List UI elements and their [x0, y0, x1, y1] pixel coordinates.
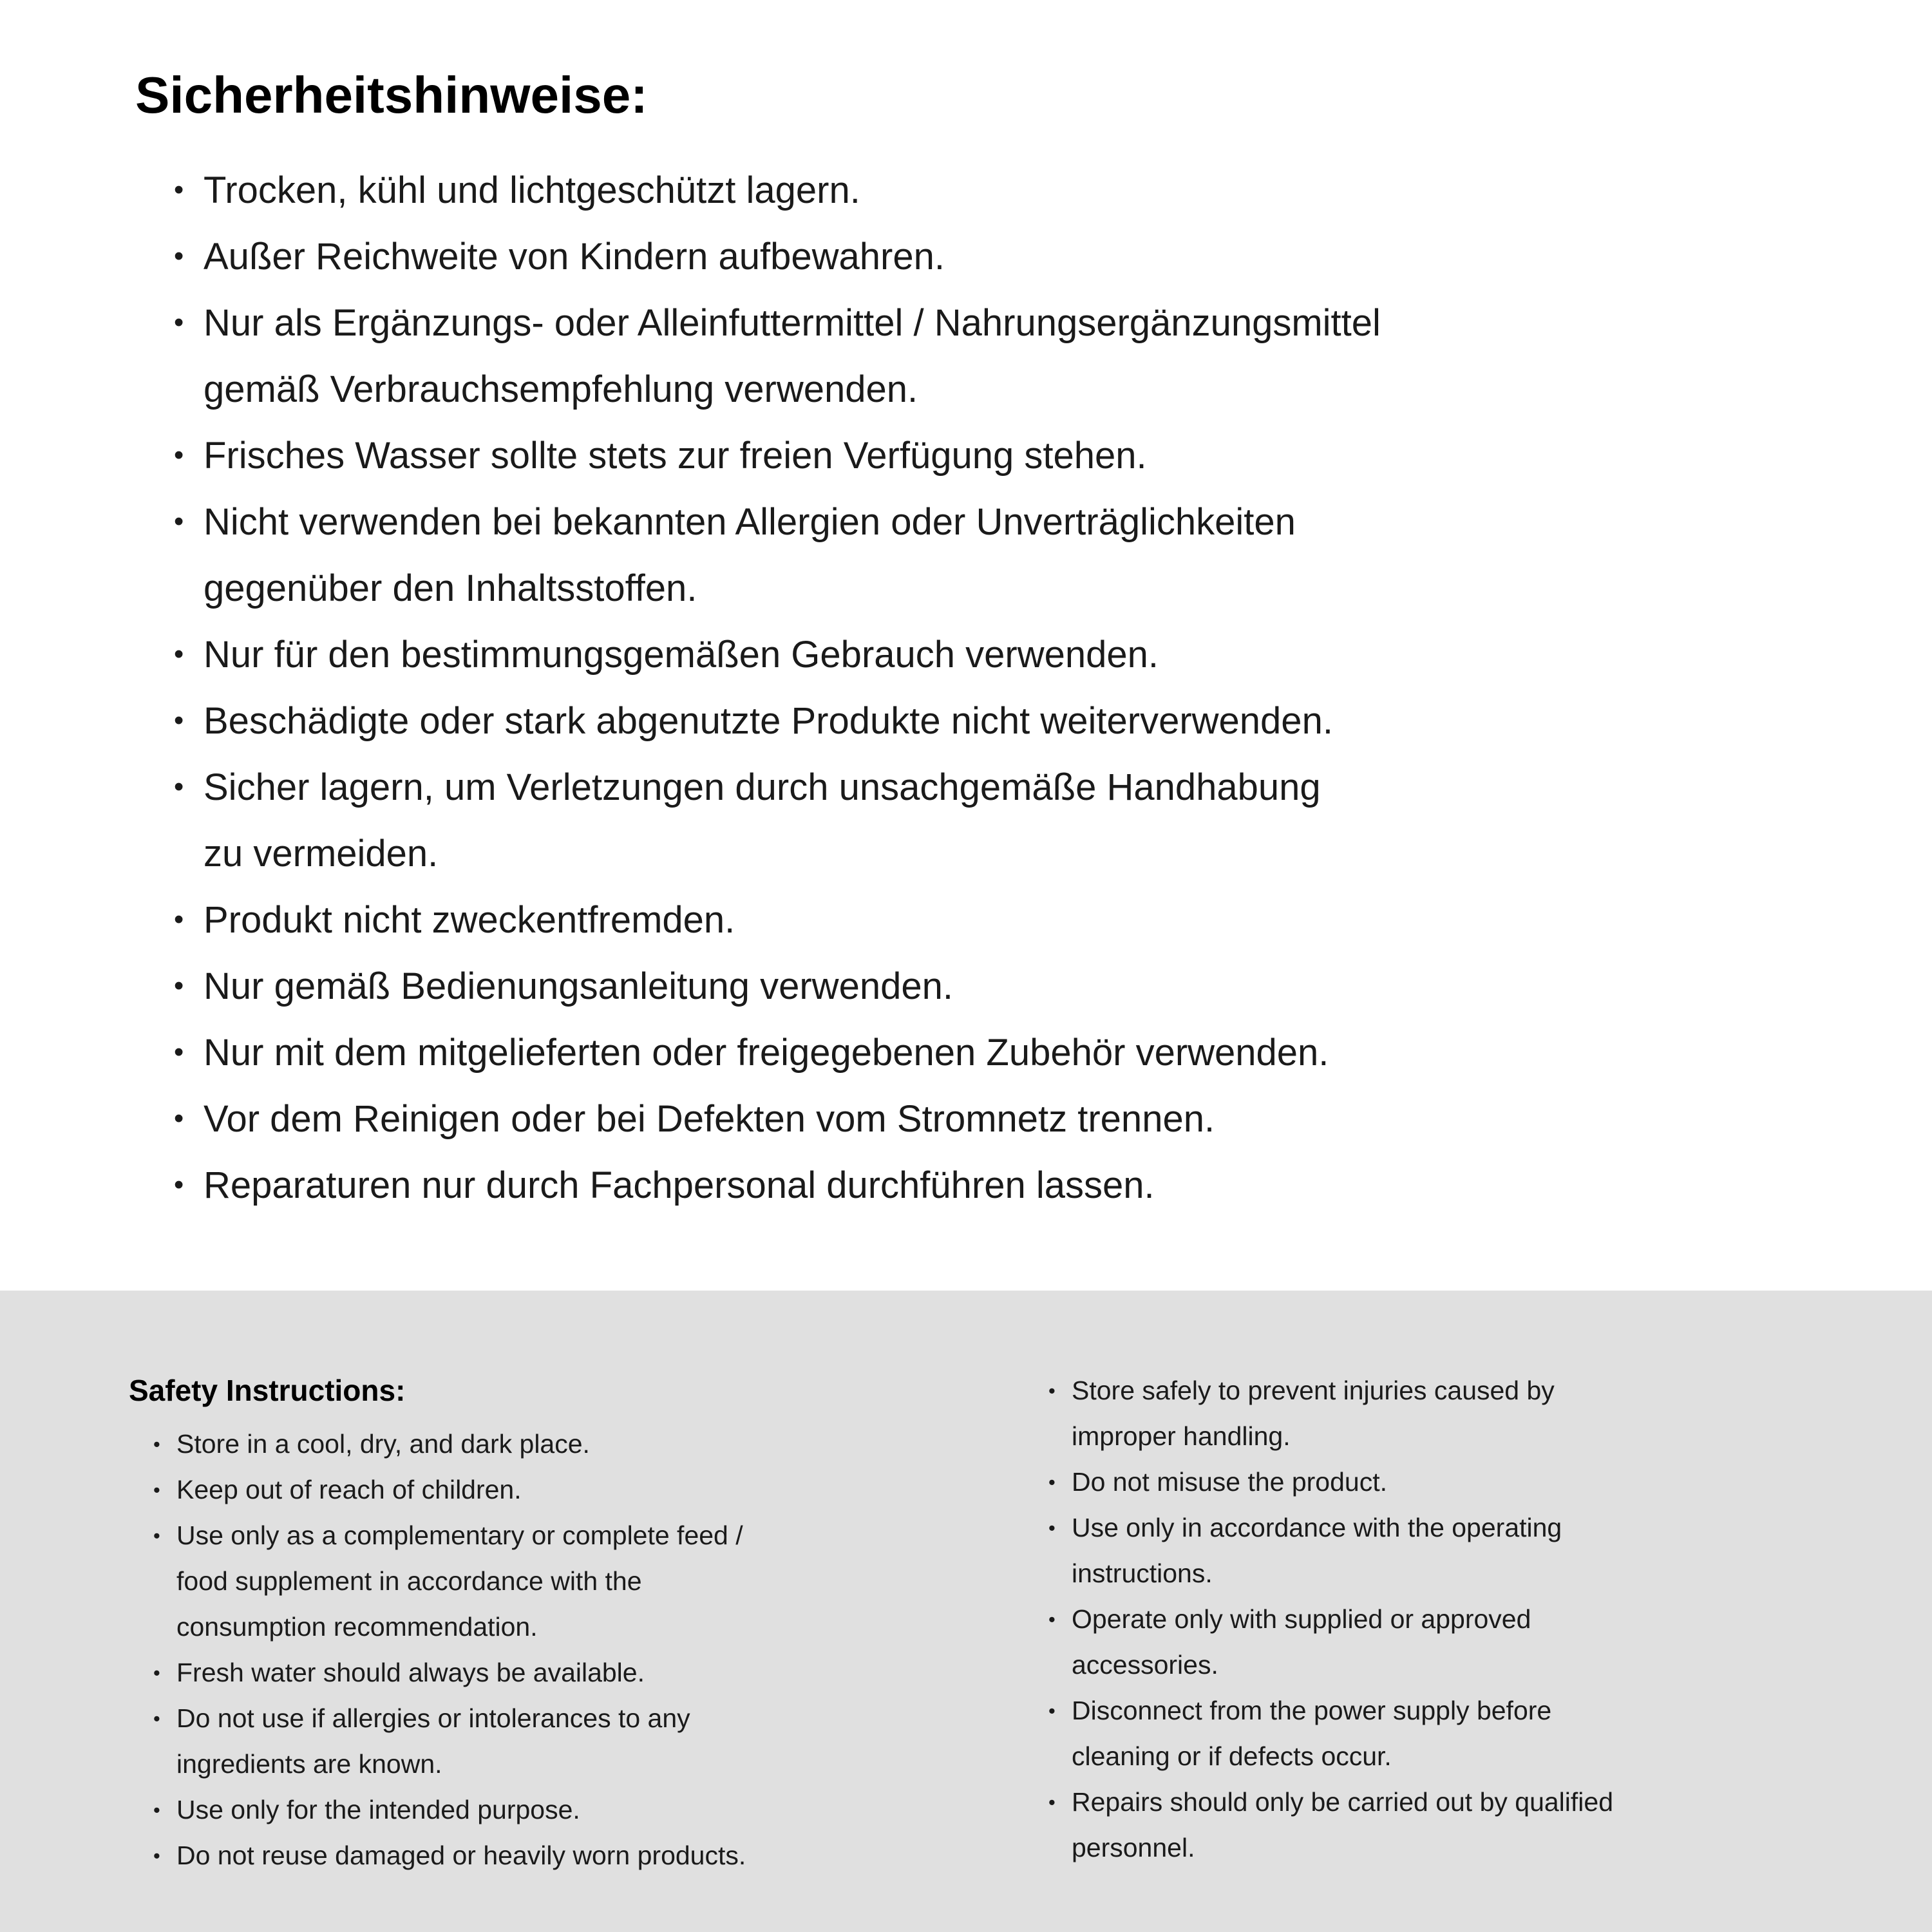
list-item — [174, 621, 1835, 688]
list-item-text: Nur als Ergänzungs- oder Alleinfuttermittel / Nahrungsergänzungsmittel gemäß Verbrauchsempfehlung verwenden. — [204, 302, 1381, 410]
list-item — [153, 1421, 1024, 1467]
german-section-title: Sicherheitshinweise: — [135, 66, 648, 124]
list-item-text: Fresh water should always be available. — [176, 1658, 645, 1687]
list-item-text: Repairs should only be carried out by qualified personnel. — [1072, 1787, 1614, 1862]
list-item — [1048, 1688, 1868, 1779]
list-item — [153, 1650, 1024, 1696]
list-item — [1048, 1459, 1868, 1505]
list-item-text: Nicht verwenden bei bekannten Allergien oder Unverträglichkeiten gegenüber den Inhaltsstoffen. — [204, 501, 1296, 609]
english-right-column — [1024, 1368, 1868, 1932]
bullet-icon: • — [153, 1799, 160, 1821]
english-safety-list-right — [1048, 1368, 1868, 1871]
list-item-text: Store in a cool, dry, and dark place. — [176, 1429, 590, 1459]
list-item-text: Nur mit dem mitgelieferten oder freigegebenen Zubehör verwenden. — [204, 1032, 1329, 1074]
list-item — [153, 1696, 1024, 1787]
list-item — [174, 223, 1835, 290]
english-safety-section — [0, 1291, 1932, 1932]
bullet-icon: • — [1048, 1700, 1056, 1722]
bullet-icon: • — [153, 1524, 160, 1547]
list-item-text: Beschädigte oder stark abgenutzte Produkte nicht weiterverwenden. — [204, 700, 1333, 742]
bullet-icon: • — [153, 1844, 160, 1867]
list-item — [153, 1513, 1024, 1650]
list-item-text: Operate only with supplied or approved accessories. — [1072, 1604, 1531, 1680]
bullet-icon: • — [174, 307, 184, 338]
bullet-icon: • — [174, 639, 184, 670]
bullet-icon: • — [174, 506, 184, 537]
list-item — [174, 1019, 1835, 1086]
bullet-icon: • — [153, 1433, 160, 1455]
bullet-icon: • — [174, 772, 184, 802]
list-item — [174, 489, 1835, 621]
bullet-icon: • — [174, 1037, 184, 1068]
list-item — [153, 1833, 1024, 1879]
english-left-column — [129, 1368, 1024, 1932]
list-item-text: Sicher lagern, um Verletzungen durch unsachgemäße Handhabung zu vermeiden. — [204, 766, 1321, 875]
bullet-icon: • — [174, 241, 184, 272]
list-item-text: Use only in accordance with the operating instructions. — [1072, 1513, 1562, 1588]
list-item — [1048, 1505, 1868, 1596]
list-item-text: Produkt nicht zweckentfremden. — [204, 899, 735, 941]
bullet-icon: • — [1048, 1608, 1056, 1631]
list-item-text: Vor dem Reinigen oder bei Defekten vom Stromnetz trennen. — [204, 1098, 1215, 1140]
list-item — [1048, 1368, 1868, 1459]
list-item — [174, 887, 1835, 953]
list-item-text: Trocken, kühl und lichtgeschützt lagern. — [204, 169, 860, 211]
list-item — [153, 1787, 1024, 1833]
bullet-icon: • — [174, 971, 184, 1001]
bullet-icon: • — [174, 1103, 184, 1134]
list-item — [1048, 1596, 1868, 1688]
bullet-icon: • — [174, 904, 184, 935]
list-item — [174, 422, 1835, 489]
german-safety-list — [174, 157, 1835, 1218]
bullet-icon: • — [1048, 1471, 1056, 1493]
list-item — [153, 1467, 1024, 1513]
list-item-text: Frisches Wasser sollte stets zur freien Verfügung stehen. — [204, 435, 1147, 477]
list-item-text: Use only for the intended purpose. — [176, 1795, 580, 1824]
list-item — [174, 754, 1835, 887]
list-item-text: Nur für den bestimmungsgemäßen Gebrauch verwenden. — [204, 634, 1159, 676]
list-item — [174, 1152, 1835, 1218]
list-item-text: Disconnect from the power supply before cleaning or if defects occur. — [1072, 1696, 1552, 1771]
bullet-icon: • — [153, 1479, 160, 1501]
bullet-icon: • — [174, 440, 184, 471]
bullet-icon: • — [153, 1662, 160, 1684]
list-item — [174, 688, 1835, 754]
list-item — [174, 157, 1835, 223]
list-item — [174, 290, 1835, 422]
list-item-text: Reparaturen nur durch Fachpersonal durchführen lassen. — [204, 1164, 1155, 1206]
bullet-icon: • — [1048, 1791, 1056, 1814]
list-item — [174, 1086, 1835, 1152]
english-safety-list-left — [153, 1421, 1024, 1879]
bullet-icon: • — [153, 1707, 160, 1730]
list-item-text: Nur gemäß Bedienungsanleitung verwenden. — [204, 965, 953, 1007]
list-item-text: Keep out of reach of children. — [176, 1475, 522, 1504]
list-item-text: Store safely to prevent injuries caused by improper handling. — [1072, 1376, 1555, 1451]
bullet-icon: • — [1048, 1379, 1056, 1402]
english-section-title: Safety Instructions: — [129, 1374, 406, 1407]
list-item-text: Use only as a complementary or complete feed / food supplement in accordance with the consumption recommendation. — [176, 1520, 743, 1642]
bullet-icon: • — [174, 175, 184, 205]
list-item-text: Do not misuse the product. — [1072, 1467, 1387, 1497]
bullet-icon: • — [174, 1170, 184, 1200]
list-item — [174, 953, 1835, 1019]
list-item-text: Do not reuse damaged or heavily worn products. — [176, 1841, 746, 1870]
list-item-text: Do not use if allergies or intolerances to any ingredients are known. — [176, 1703, 690, 1779]
list-item-text: Außer Reichweite von Kindern aufbewahren. — [204, 236, 945, 278]
bullet-icon: • — [174, 705, 184, 736]
bullet-icon: • — [1048, 1517, 1056, 1539]
list-item — [1048, 1779, 1868, 1871]
